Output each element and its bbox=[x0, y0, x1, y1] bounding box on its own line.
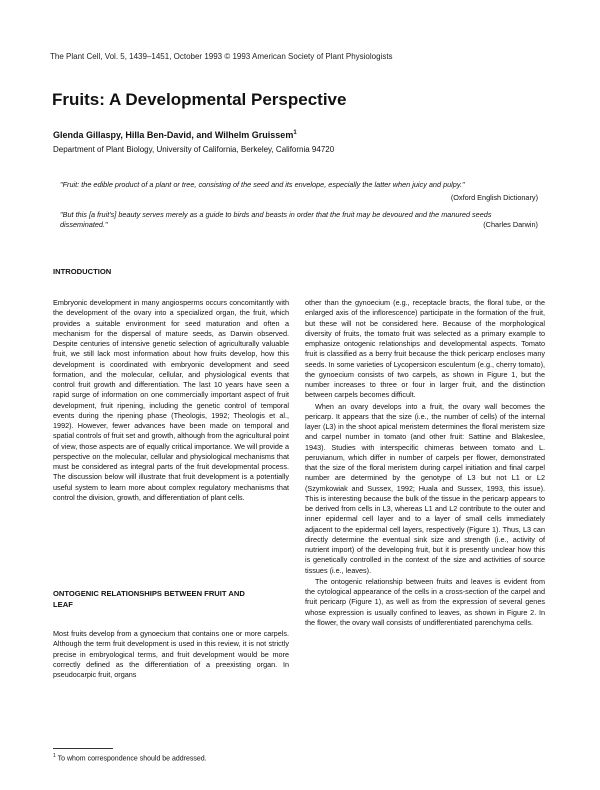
ontogenic-body bbox=[53, 629, 289, 680]
epigraph-quote-2: "But this [a fruit's] beauty serves merely as a guide to birds and beasts in order that the fruit may be devoured and the manured seeds disseminated." bbox=[60, 210, 492, 229]
introduction-paragraph: Embryonic development in many angiosperms occurs concomitantly with the development of the ovary into a specialized organ, the fruit, which provides a suitable environment for seed maturation and often a mechanism for the dispersal of mature seeds, as Darwin observed. Despite centuries of intensive genetic selection of agriculturally valuable fruit, we still lack most information about how fruits develop, how this development is coordinated with embryonic development and seed formation, and the molecular, cellular, and physiological events that control fruit growth and differentiation. The last 10 years have seen a rapid surge of information on one commercially important aspect of fruit development, fruit ripening, including the genetic control of temporal events during the ripening phase (Theologis, 1992; Theologis et al., 1992). However, fewer advances have been made on temporal and spatial controls of fruit set and growth, although from the agricultural point of view, those aspects are of equally critical importance. We will provide a perspective on the molecular, cellular and physiological mechanisms that must be considered as integral parts of the fruit developmental process. The discussion below will illustrate that fruit development is a potentially useful system to learn more about complex regulatory mechanisms that control the division, growth, and differentiation of plant cells. bbox=[53, 298, 289, 502]
author-names: Glenda Gillaspy, Hilla Ben-David, and Wilhelm Gruissem bbox=[53, 130, 294, 140]
epigraph-source-2: (Charles Darwin) bbox=[483, 220, 538, 229]
affiliation: Department of Plant Biology, University of California, Berkeley, California 94720 bbox=[53, 145, 335, 154]
right-paragraph-3: The ontogenic relationship between fruits and leaves is evident from the cytological appearance of the cells in a cross-section of the carpel and fruit pericarp (Figure 1), as well as from the expression of several genes whose expression is usually confined to leaves, as shown in Figure 2. In the flower, the ovary wall consists of undifferentiated parenchyma cells. bbox=[305, 576, 545, 627]
journal-citation: The Plant Cell, Vol. 5, 1439–1451, October 1993 © 1993 American Society of Plant Physiologists bbox=[50, 52, 393, 61]
epigraph-source-1: (Oxford English Dictionary) bbox=[450, 193, 538, 202]
footnote bbox=[53, 753, 207, 762]
ontogenic-heading: ONTOGENIC RELATIONSHIPS BETWEEN FRUIT AND LEAF bbox=[53, 589, 245, 609]
author-list bbox=[53, 130, 297, 140]
article-title: Fruits: A Developmental Perspective bbox=[52, 90, 347, 109]
right-column bbox=[305, 298, 545, 628]
author-footnote-mark: 1 bbox=[293, 130, 297, 136]
footnote-rule bbox=[53, 748, 113, 749]
right-paragraph-1: other than the gynoecium (e.g., receptacle bracts, the floral tube, or the enlarged axis of the inflorescence) participate in the formation of the fruit, but these will not be considered here. Because of the morphological diversity of fruits, the tomato fruit was selected as a primary example to emphasize ontogenic relationships and developmental aspects. Tomato fruit is classified as a berry fruit because the thick pericarp encloses many seeds. In some varieties of Lycopersicon esculentum (e.g., cherry tomato), the gynoecium consists of two carpels, as shown in Figure 1, but the number increases to three or four in larger fruit, and the distinction between carpels becomes difficult. bbox=[305, 298, 545, 400]
introduction-heading: INTRODUCTION bbox=[53, 267, 112, 276]
footnote-mark: 1 bbox=[53, 753, 56, 759]
footnote-text: To whom correspondence should be addressed. bbox=[57, 755, 207, 763]
ontogenic-paragraph: Most fruits develop from a gynoecium that contains one or more carpels. Although the term fruit development is used in this review, it is not strictly precise in embryological terms, and fruit development would be more correctly defined as the differentiation of a preexisting organ. In pseudocarpic fruit, organs bbox=[53, 629, 289, 679]
introduction-body bbox=[53, 298, 289, 503]
right-paragraph-2: When an ovary develops into a fruit, the ovary wall becomes the pericarp. It appears that the size (i.e., the number of cells) of the internal layer (L3) in the shoot apical meristem determines the floral meristem size and carpel number in tomato (and other fruit: Sattine and Blakeslee, 1943). Studies with interspecific chimeras between tomato and L. peruvianum, which differ in number of carpels per flower, demonstrated that the size of the floral meristem during carpel initiation and final carpel number are determined by the genotype of L3 but not L1 or L2 (Szymkowiak and Sussex, 1992; Huala and Sussex, 1993, this issue). This is interesting because the bulk of the tissue in the pericarp appears to be derived from cells in L3, whereas L1 and L2 contribute to the outer and inner epidermal cell layer and to a layer of small cells immediately adjacent to the epidermal cell layers, respectively (Figure 1). Thus, L3 can directly determine the eventual sink size and strength (i.e., activity of nutrient import) of the developing fruit, but it is presently unclear how this is genetically controlled in the context of the size and activities of source tissues (i.e., leaves). bbox=[305, 401, 545, 575]
epigraph-quote-1: "Fruit: the edible product of a plant or tree, consisting of the seed and its envelope, especially the latter when juicy and pulpy." bbox=[60, 180, 465, 189]
